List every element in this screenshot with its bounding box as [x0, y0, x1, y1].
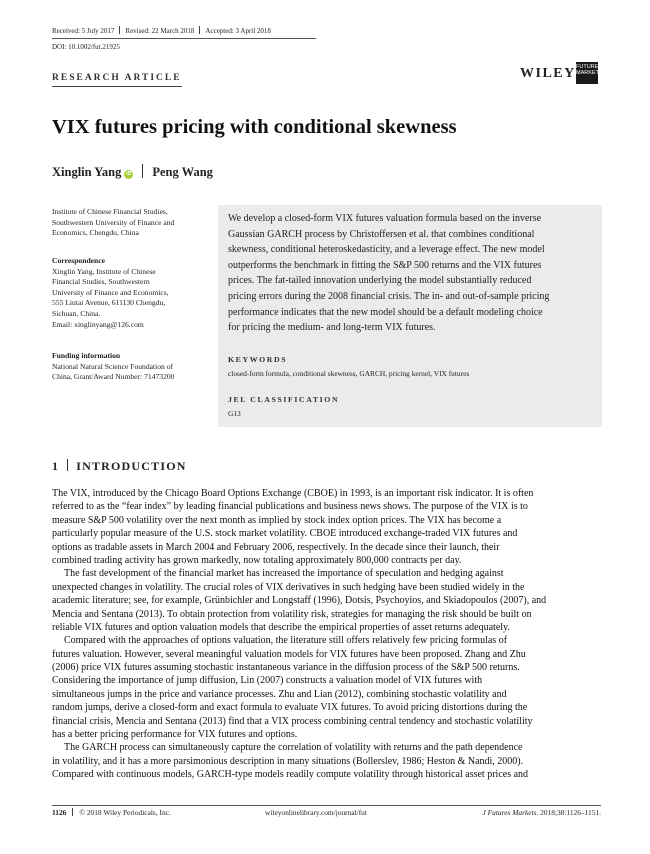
copyright: © 2018 Wiley Periodicals, Inc. [79, 808, 171, 817]
funding-heading: Funding information [52, 351, 121, 360]
body-line: particularly popular measure of the U.S. stock market volatility. CBOE introduced exchange-traded VIX futures and [52, 528, 518, 540]
received-date: Received: 5 July 2017 [52, 27, 115, 35]
journal-url[interactable]: wileyonlinelibrary.com/journal/fut [265, 808, 367, 817]
correspondence-line: University of Finance and Economics, [52, 287, 169, 297]
body-line: futures valuation. However, several meaningful valuation models for VIX futures have been proposed. Zhang and Zhu [52, 648, 526, 660]
author-separator [142, 164, 143, 178]
abstract-line: Gaussian GARCH process by Christoffersen et al. that combines conditional [228, 228, 535, 240]
keywords-heading: KEYWORDS [228, 355, 288, 364]
funding-line: China, Grant/Award Number: 71473200 [52, 372, 175, 382]
accepted-date: Accepted: 3 April 2018 [205, 27, 271, 35]
abstract-line: for pricing the medium- and long-term VIX futures. [228, 322, 436, 334]
article-history [52, 26, 271, 35]
correspondence-line: Sichuan, China. [52, 308, 101, 318]
affiliation [52, 207, 212, 239]
correspondence-line: Financial Studies, Southwestern [52, 277, 150, 287]
correspondence-line: Xinglin Yang, Institute of Chinese [52, 266, 156, 276]
section-title: INTRODUCTION [76, 459, 187, 473]
revised-date: Revised: 22 March 2018 [125, 27, 195, 35]
doi[interactable]: DOI: 10.1002/fut.21925 [52, 43, 120, 51]
abstract [228, 211, 598, 336]
body-line: Compared with continuous models, GARCH-type models readily compute volatility through historical asset prices and [52, 769, 529, 781]
body-line: reliable VIX futures and option valuation models that describe the empirical properties of asset returns adequately. [52, 621, 510, 633]
correspondence-email[interactable]: Email: xinglinyang@126.com [52, 319, 144, 329]
article-type: RESEARCH ARTICLE [52, 73, 182, 83]
article-type-rule [52, 86, 182, 87]
history-separator [119, 26, 120, 34]
body-line: academic literature; see, for example, Grünbichler and Longstaff (1996), Dotsis, Psychoyios, and Skiadopoulos (2007), and [52, 595, 547, 607]
affiliation-line: Southwestern University of Finance and [52, 217, 175, 227]
body-line: The GARCH process can simultaneously capture the correlation of volatility with returns and the path dependence [64, 742, 523, 754]
section-number: 1 [52, 459, 60, 473]
jel-heading: JEL CLASSIFICATION [228, 395, 340, 404]
author-list [52, 164, 213, 180]
author-name[interactable]: Peng Wang [152, 165, 213, 179]
body-line: Mencia and Sentana (2013). To obtain protection from volatility risk, strategies for managing the risk should be built on [52, 608, 532, 620]
body-line: The fast development of the financial market has increased the importance of speculation and hedging against [64, 568, 504, 580]
history-separator [199, 26, 200, 34]
abstract-line: pricing errors during the 2008 financial crisis. The in- and out-of-sample pricing [228, 290, 550, 302]
publisher-logo[interactable]: WILEY [520, 66, 576, 81]
body-line: The VIX, introduced by the Chicago Board Options Exchange (CBOE) in 1993, is an important risk indicator. It is often [52, 488, 534, 499]
body-line: measure S&P 500 volatility over the next month as implied by stock index option prices. The VIX has become a [52, 514, 502, 526]
abstract-line: performance indicates that the new model should be a default modeling choice [228, 306, 543, 318]
correspondence [52, 256, 212, 330]
body-line: combined trading activity has grown markedly, now totaling approximately 800,000 contracts per day. [52, 554, 462, 566]
jel-code: G13 [228, 409, 241, 418]
body-line: Compared with the approaches of options valuation, the literature still offers relatively few pricing formulas of [64, 635, 508, 647]
affiliation-line: Economics, Chengdu, China [52, 228, 139, 238]
body-line: Considering the importance of jump diffusion, Lin (2007) constructs a valuation model of VIX futures with [52, 675, 483, 687]
abstract-line: prices. The fat-tailed innovation underlying the model substantially reduced [228, 275, 532, 287]
body-line: in volatility, and it has a more parsimonious description in many situations (Bollerslev, 1986; Heston & Nandi, 2000). [52, 755, 524, 767]
body-line: unexpected changes in volatility. The crucial roles of VIX derivatives in such hedging have been studied widely in the [52, 581, 525, 593]
correspondence-line: 555 Liutai Avenue, 611130 Chengdu, [52, 298, 166, 308]
keywords-text: closed-form formula, conditional skewness, GARCH, pricing kernel, VIX futures [228, 369, 470, 378]
correspondence-heading: Correspondence [52, 256, 106, 265]
abstract-line: We develop a closed-form VIX futures valuation formula based on the inverse [228, 213, 542, 224]
body-line: has a better pricing performance for VIX futures and options. [52, 729, 298, 741]
article-title: VIX futures pricing with conditional skewness [52, 116, 457, 138]
footer-separator [72, 808, 73, 816]
page-footer [52, 808, 601, 817]
abstract-line: outperforms the benchmark in fitting the S&P 500 returns and the VIX futures [228, 259, 542, 271]
body-line: (2006) price VIX futures assuming stochastic instantaneous variance in the diffusion process of the S&P 500 returns. [52, 662, 520, 674]
section-heading [52, 459, 187, 474]
affiliation-line: Institute of Chinese Financial Studies, [52, 207, 168, 216]
abstract-line: skewness, conditional heteroskedasticity, and a leverage effect. The new model [228, 244, 545, 256]
author-name[interactable]: Xinglin Yang [52, 165, 122, 179]
funding-line: National Natural Science Foundation of [52, 361, 174, 371]
history-rule [52, 38, 316, 39]
body-line: referred to as the “fear index” by leading financial publications and business news shows. The purpose of the VIX is to [52, 501, 528, 513]
orcid-icon[interactable]: iD [126, 171, 132, 177]
body-text [52, 487, 601, 782]
journal-logo-icon[interactable]: FUTURES MARKETS [576, 62, 598, 84]
footer-rule [52, 805, 601, 806]
body-line: simultaneous jumps in the price and variance processes. Zhu and Lian (2012), combining stochastic volatility and [52, 688, 507, 700]
body-line: options as tradable assets in March 2004 and February 2006, respectively. In the decade since their launch, their [52, 541, 500, 553]
citation [483, 808, 601, 817]
body-line: financial crisis, Mencia and Sentana (2013) find that a VIX process combining central tendency and stochastic volatility [52, 715, 533, 727]
section-separator [67, 459, 68, 471]
journal-name: J Futures Markets. [482, 808, 539, 817]
funding-information [52, 351, 212, 383]
page-number: 1126 [52, 808, 67, 817]
body-line: random jumps, derive a closed-form and exact formula to evaluate VIX futures. To avoid pricing distortions during the [52, 702, 528, 714]
citation-volume: 2018;38:1126–1151. [540, 808, 601, 817]
